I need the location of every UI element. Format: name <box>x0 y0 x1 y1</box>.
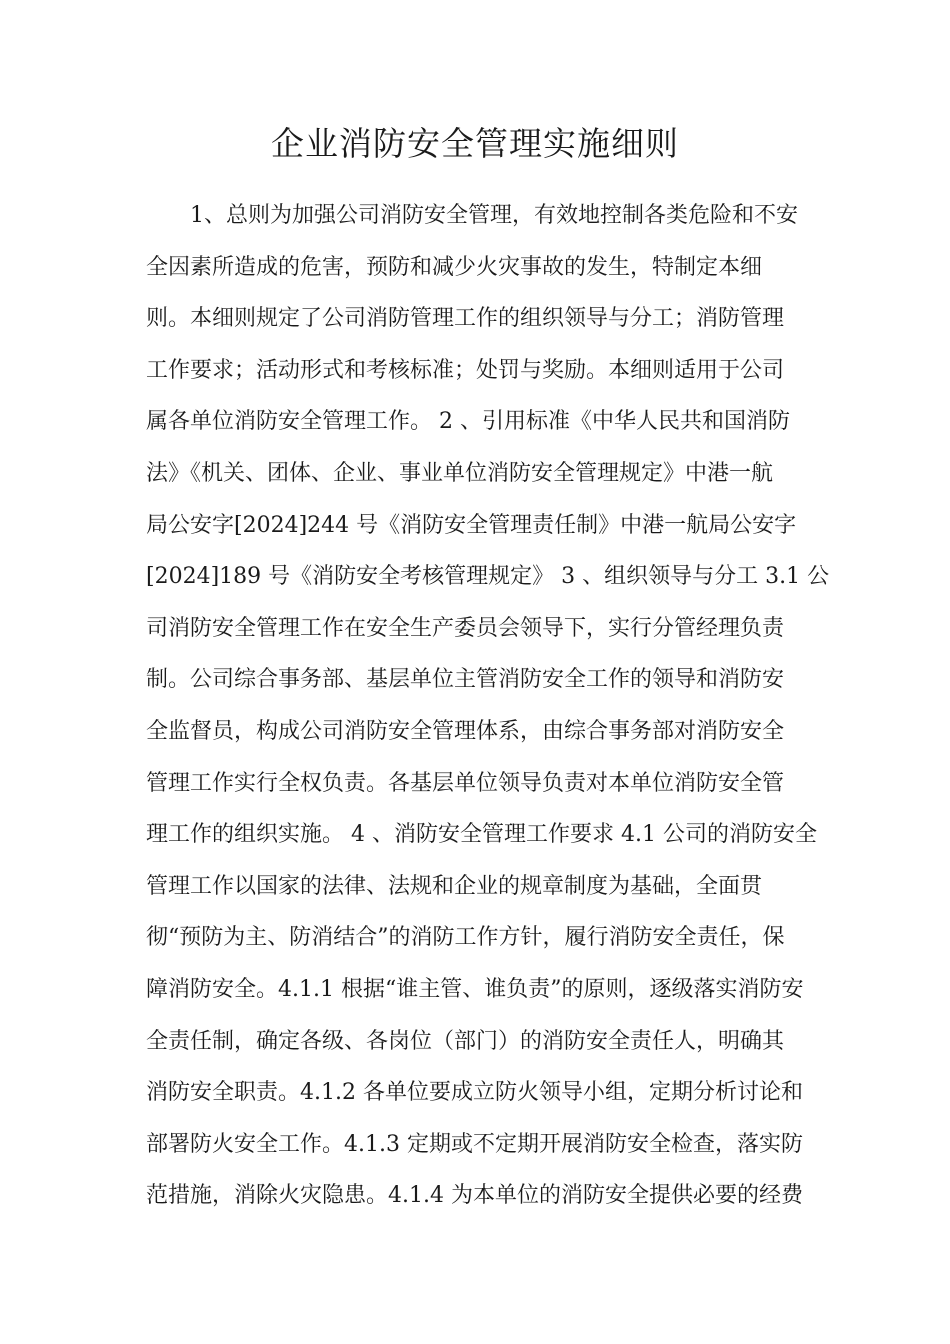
body-line: 全责任制，确定各级、各岗位（部门）的消防安全责任人，明确其 <box>146 1028 785 1054</box>
body-line: 管理工作实行全权负责。各基层单位领导负责对本单位消防安全管 <box>146 770 785 796</box>
body-line: 部署防火安全工作。4.1.3 定期或不定期开展消防安全检查，落实防 <box>146 1131 803 1157</box>
document-body <box>146 194 830 1226</box>
body-line: 障消防安全。4.1.1 根据“谁主管、谁负责”的原则，逐级落实消防安 <box>146 976 804 1002</box>
body-line: 管理工作以国家的法律、法规和企业的规章制度为基础，全面贯 <box>146 873 763 899</box>
body-line: 1、总则为加强公司消防安全管理，有效地控制各类危险和不安 <box>190 203 798 228</box>
body-line: 司消防安全管理工作在安全生产委员会领导下，实行分管经理负责 <box>146 615 785 641</box>
body-line: 工作要求；活动形式和考核标准；处罚与奖励。本细则适用于公司 <box>146 357 785 383</box>
body-line: 则。本细则规定了公司消防管理工作的组织领导与分工；消防管理 <box>146 306 785 332</box>
body-line: 全监督员，构成公司消防安全管理体系，由综合事务部对消防安全 <box>146 718 785 744</box>
body-line: 制。公司综合事务部、基层单位主管消防安全工作的领导和消防安 <box>146 667 785 693</box>
body-line: 属各单位消防安全管理工作。 2 、引用标准《中华人民共和国消防 <box>146 409 790 435</box>
body-line: 范措施，消除火灾隐患。4.1.4 为本单位的消防安全提供必要的经费 <box>146 1183 803 1209</box>
body-line: 理工作的组织实施。 4 、消防安全管理工作要求 4.1 公司的消防安全 <box>146 822 817 848</box>
body-line: 法》《机关、团体、企业、事业单位消防安全管理规定》中港一航 <box>146 460 774 486</box>
document-title: 企业消防安全管理实施细则 <box>271 124 679 163</box>
body-line: [2024]189 号《消防安全考核管理规定》 3 、组织领导与分工 3.1 公 <box>146 564 830 590</box>
body-line: 彻“预防为主、防消结合”的消防工作方针，履行消防安全责任，保 <box>146 925 785 951</box>
body-line: 全因素所造成的危害，预防和减少火灾事故的发生，特制定本细 <box>146 254 763 280</box>
body-line: 消防安全职责。4.1.2 各单位要成立防火领导小组，定期分析讨论和 <box>146 1080 803 1106</box>
body-line: 局公安字[2024]244 号《消防安全管理责任制》中港一航局公安字 <box>146 512 797 538</box>
